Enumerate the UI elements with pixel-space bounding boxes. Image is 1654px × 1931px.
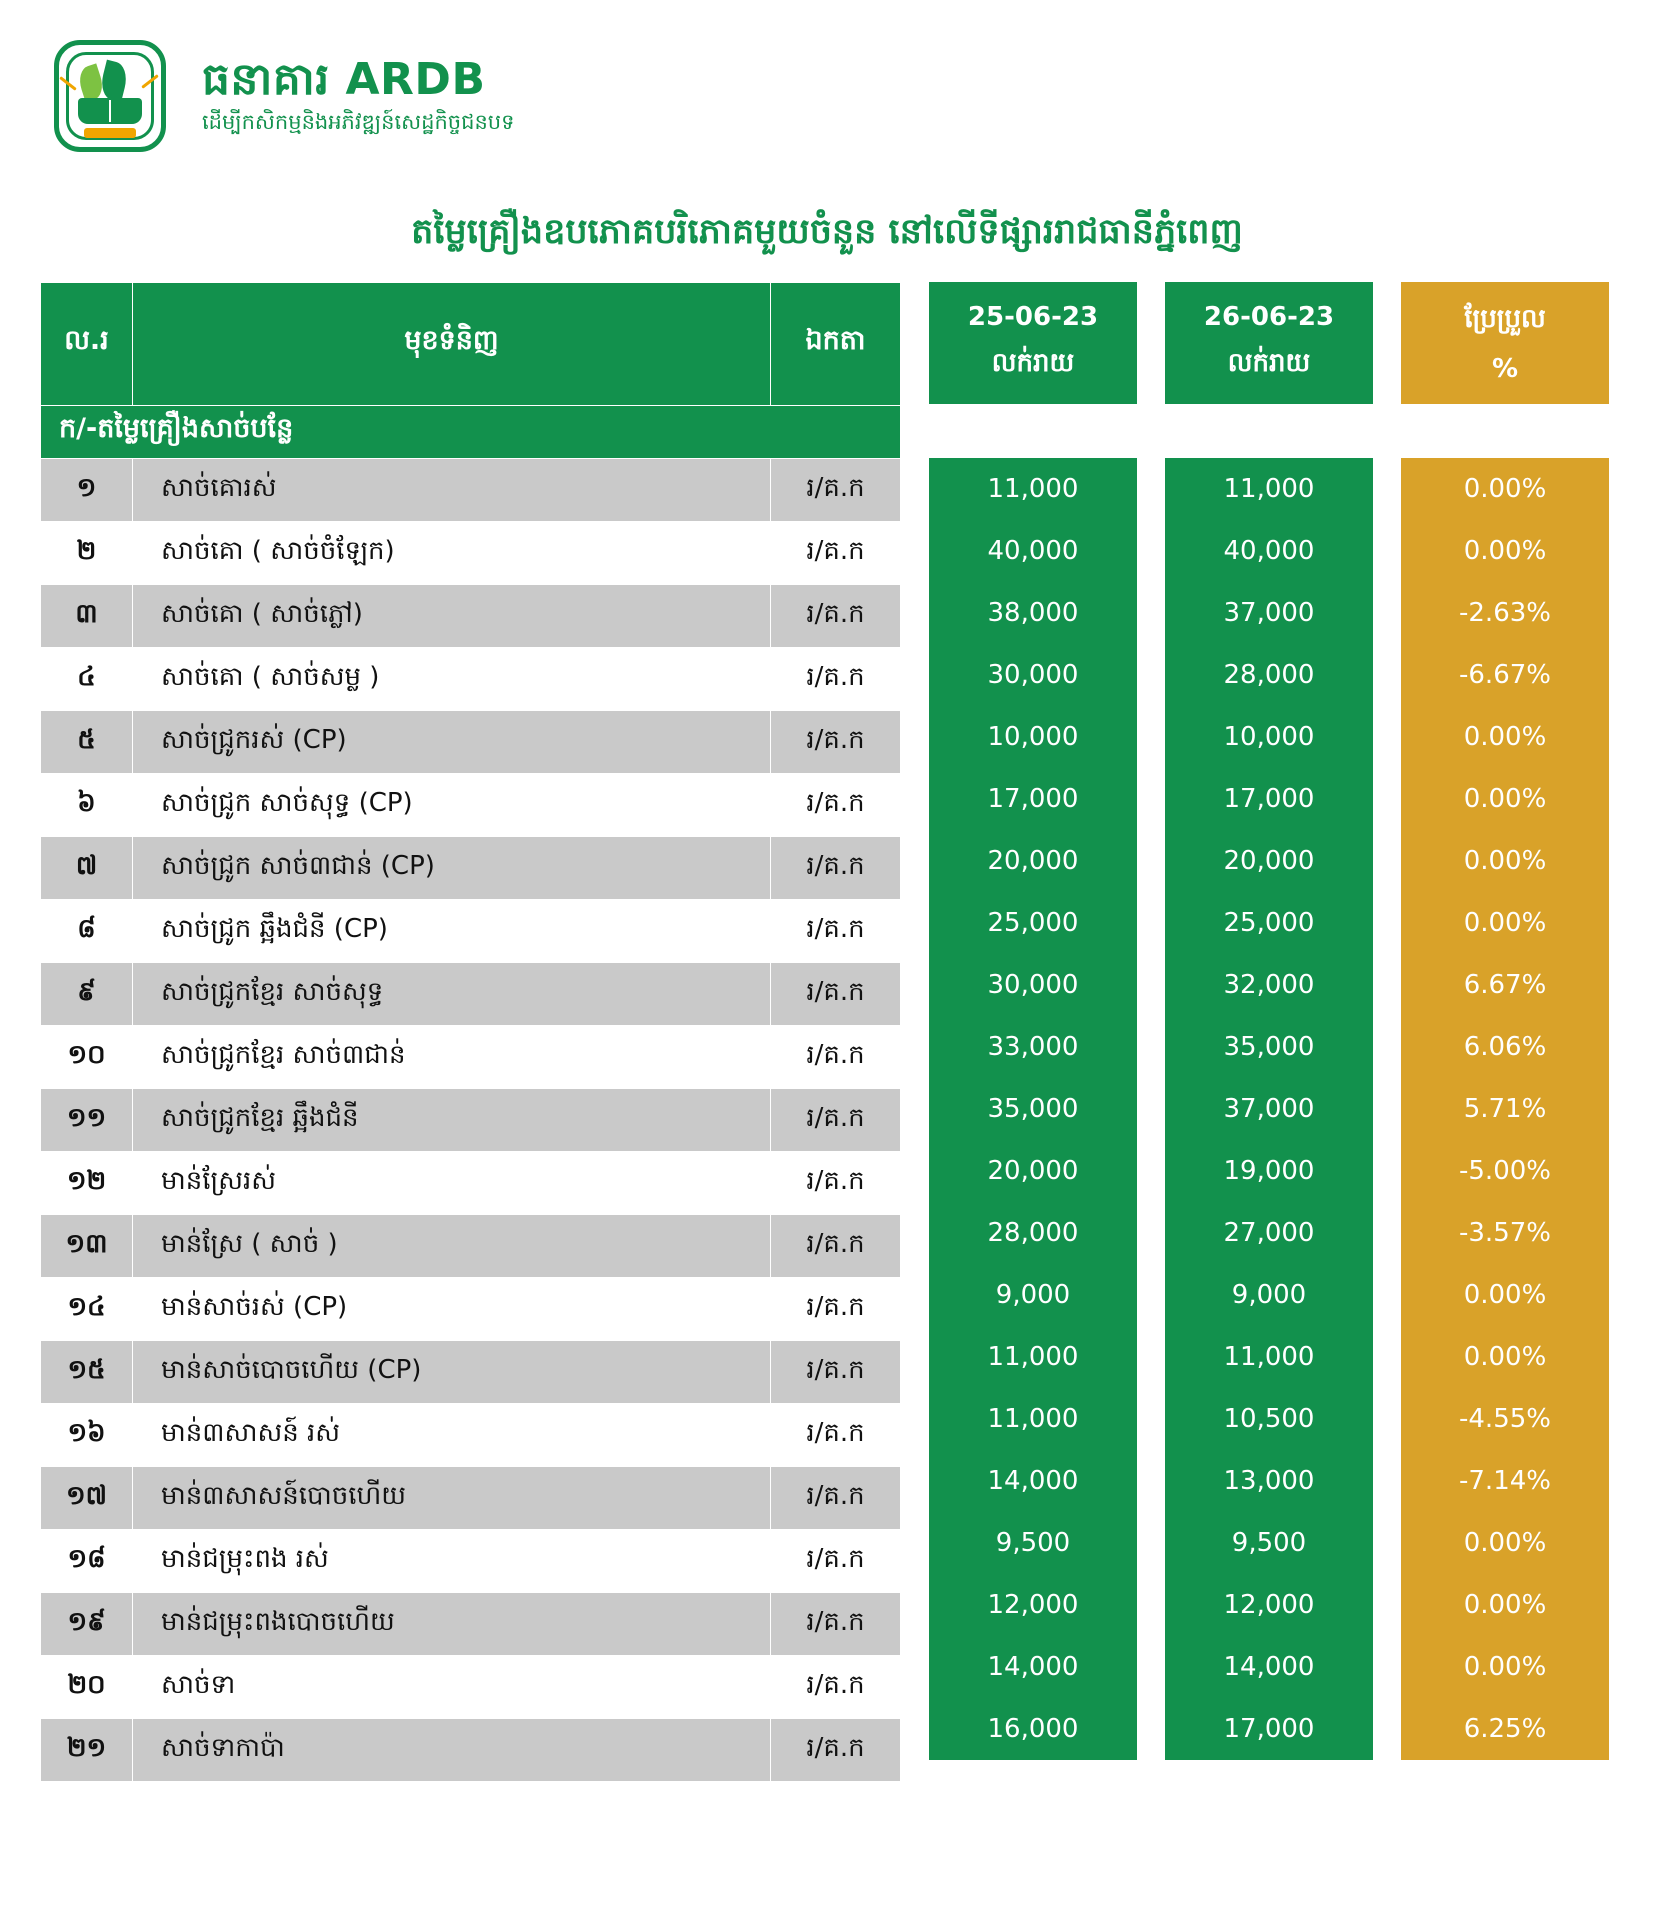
- row-no: ១០: [41, 1025, 133, 1088]
- column-26-06-23: [1165, 282, 1373, 1760]
- row-item: សាច់ជ្រូក សាច់៣ជាន់ (CP): [133, 836, 771, 899]
- row-no: ១៣: [41, 1214, 133, 1277]
- brand-text: [202, 54, 515, 134]
- row-item: សាច់ជ្រូកខ្មែរ សាច់៣ជាន់: [133, 1025, 771, 1088]
- row-unit: រ/គ.ក: [771, 1214, 901, 1277]
- value-cell: 12,000: [987, 1589, 1079, 1620]
- row-item: សាច់ទា: [133, 1655, 771, 1718]
- value-cell: 16,000: [987, 1713, 1079, 1744]
- value-cell: 9,000: [995, 1279, 1071, 1310]
- row-unit: រ/គ.ក: [771, 1151, 901, 1214]
- value-cell: 38,000: [987, 597, 1079, 628]
- row-unit: រ/គ.ក: [771, 521, 901, 584]
- row-item: មាន់ស្រែ ( សាច់ ): [133, 1214, 771, 1277]
- value-cell: 13,000: [1223, 1465, 1315, 1496]
- row-no: ៥: [41, 710, 133, 773]
- value-cell: 28,000: [987, 1217, 1079, 1248]
- row-no: ២: [41, 521, 133, 584]
- row-item: សាច់ទាកាប៉ា: [133, 1718, 771, 1781]
- row-item: សាច់ជ្រូករស់ (CP): [133, 710, 771, 773]
- row-unit: រ/គ.ក: [771, 1529, 901, 1592]
- row-unit: រ/គ.ក: [771, 1025, 901, 1088]
- document-header: [0, 0, 1654, 160]
- table-row: [41, 1151, 901, 1214]
- row-item: សាច់គោ ( សាច់សម្ល ): [133, 647, 771, 710]
- row-unit: រ/គ.ក: [771, 710, 901, 773]
- column-header-change: [1401, 282, 1609, 404]
- value-cell: 12,000: [1223, 1589, 1315, 1620]
- value-cell: 32,000: [1223, 969, 1315, 1000]
- row-unit: រ/គ.ក: [771, 1592, 901, 1655]
- row-item: សាច់ជ្រូកខ្មែរ ឆ្អឹងជំនី: [133, 1088, 771, 1151]
- row-item: មាន់ជម្រុះពងបោចហើយ: [133, 1592, 771, 1655]
- value-cell: 20,000: [1223, 845, 1315, 876]
- value-cell: 37,000: [1223, 1093, 1315, 1124]
- value-cell: 17,000: [987, 783, 1079, 814]
- row-unit: រ/គ.ក: [771, 899, 901, 962]
- value-columns: [929, 282, 1609, 1760]
- row-unit: រ/គ.ក: [771, 584, 901, 647]
- column-subtitle: លក់រាយ: [1227, 347, 1311, 378]
- column-body: [929, 458, 1137, 1760]
- header-unit: ឯកតា: [771, 282, 901, 405]
- table-row: [41, 1655, 901, 1718]
- column-header-25-06-23: [929, 282, 1137, 404]
- item-table: [40, 282, 901, 1782]
- row-no: ១៩: [41, 1592, 133, 1655]
- column-title: ប្រែប្រួល: [1464, 303, 1546, 334]
- row-no: ៧: [41, 836, 133, 899]
- column-change-percent: [1401, 282, 1609, 1760]
- row-no: ១២: [41, 1151, 133, 1214]
- row-unit: រ/គ.ក: [771, 1277, 901, 1340]
- row-no: ២១: [41, 1718, 133, 1781]
- column-25-06-23: [929, 282, 1137, 1760]
- row-no: ១៦: [41, 1403, 133, 1466]
- row-no: ២០: [41, 1655, 133, 1718]
- row-unit: រ/គ.ក: [771, 1088, 901, 1151]
- value-cell: 30,000: [987, 969, 1079, 1000]
- table-row: [41, 1025, 901, 1088]
- value-cell: 11,000: [987, 1403, 1079, 1434]
- value-cell: 20,000: [987, 1155, 1079, 1186]
- row-no: ១: [41, 458, 133, 521]
- value-cell: 30,000: [987, 659, 1079, 690]
- value-cell: 17,000: [1223, 783, 1315, 814]
- table-row: [41, 1718, 901, 1781]
- value-cell: 19,000: [1223, 1155, 1315, 1186]
- value-cell: 11,000: [1223, 473, 1315, 504]
- row-unit: រ/គ.ក: [771, 647, 901, 710]
- row-item: សាច់គោ ( សាច់ចំឡែក): [133, 521, 771, 584]
- value-cell: 10,000: [1223, 721, 1315, 752]
- value-cell: 25,000: [1223, 907, 1315, 938]
- row-unit: រ/គ.ក: [771, 1403, 901, 1466]
- column-gap: [1165, 404, 1373, 458]
- table-row: [41, 1403, 901, 1466]
- row-unit: រ/គ.ក: [771, 1655, 901, 1718]
- header-no: ល.រ: [41, 282, 133, 405]
- table-row: [41, 1214, 901, 1277]
- row-no: ៣: [41, 584, 133, 647]
- value-cell: 37,000: [1223, 597, 1315, 628]
- row-item: សាច់ជ្រូក សាច់សុទ្ធ (CP): [133, 773, 771, 836]
- header-item: មុខទំនិញ: [133, 282, 771, 405]
- table-header-row: [41, 282, 901, 405]
- table-row: [41, 710, 901, 773]
- percent-cell: 0.00%: [1463, 1589, 1547, 1620]
- row-unit: រ/គ.ក: [771, 1718, 901, 1781]
- percent-cell: 0.00%: [1463, 845, 1547, 876]
- percent-cell: 0.00%: [1463, 535, 1547, 566]
- percent-cell: 6.67%: [1463, 969, 1547, 1000]
- value-cell: 11,000: [987, 1341, 1079, 1372]
- table-row: [41, 1529, 901, 1592]
- percent-cell: -4.55%: [1459, 1403, 1551, 1434]
- value-cell: 11,000: [987, 473, 1079, 504]
- ardb-emblem-icon: [40, 32, 180, 160]
- value-cell: 20,000: [987, 845, 1079, 876]
- column-body: [1401, 458, 1609, 1760]
- row-unit: រ/គ.ក: [771, 458, 901, 521]
- percent-cell: -2.63%: [1459, 597, 1551, 628]
- row-item: មាន់ជម្រុះពង រស់: [133, 1529, 771, 1592]
- value-cell: 40,000: [987, 535, 1079, 566]
- table-row: [41, 1277, 901, 1340]
- value-cell: 14,000: [1223, 1651, 1315, 1682]
- table-row: [41, 1088, 901, 1151]
- value-cell: 17,000: [1223, 1713, 1315, 1744]
- percent-cell: 0.00%: [1463, 1279, 1547, 1310]
- row-item: សាច់ជ្រូក ឆ្អឹងជំនី (CP): [133, 899, 771, 962]
- column-gap: [929, 404, 1137, 458]
- table-row: [41, 647, 901, 710]
- percent-cell: 0.00%: [1463, 1651, 1547, 1682]
- table-row: [41, 899, 901, 962]
- column-header-26-06-23: [1165, 282, 1373, 404]
- table-row: [41, 773, 901, 836]
- column-body: [1165, 458, 1373, 1760]
- table-row: [41, 962, 901, 1025]
- column-date: 25-06-23: [967, 301, 1099, 332]
- percent-cell: -3.57%: [1459, 1217, 1551, 1248]
- row-item: សាច់គោរស់: [133, 458, 771, 521]
- table-row: [41, 1340, 901, 1403]
- row-item: មាន់ស្រែរស់: [133, 1151, 771, 1214]
- column-gap: [1401, 404, 1609, 458]
- row-no: ៦: [41, 773, 133, 836]
- column-date: 26-06-23: [1203, 301, 1335, 332]
- row-unit: រ/គ.ក: [771, 962, 901, 1025]
- row-unit: រ/គ.ក: [771, 773, 901, 836]
- value-cell: 25,000: [987, 907, 1079, 938]
- percent-cell: 0.00%: [1463, 1341, 1547, 1372]
- row-no: ១៤: [41, 1277, 133, 1340]
- table-row: [41, 1466, 901, 1529]
- value-cell: 35,000: [1223, 1031, 1315, 1062]
- row-no: ៤: [41, 647, 133, 710]
- percent-cell: 0.00%: [1463, 907, 1547, 938]
- row-no: ១៥: [41, 1340, 133, 1403]
- row-no: ១១: [41, 1088, 133, 1151]
- price-table: [0, 282, 1654, 1782]
- row-item: សាច់ជ្រូកខ្មែរ សាច់សុទ្ធ: [133, 962, 771, 1025]
- page-title: តម្លៃគ្រឿងឧបភោគបរិភោគមួយចំនួន នៅលើទីផ្សាររាជធានីភ្នំពេញ: [411, 212, 1243, 252]
- value-cell: 40,000: [1223, 535, 1315, 566]
- value-cell: 9,000: [1231, 1279, 1307, 1310]
- row-unit: រ/គ.ក: [771, 1340, 901, 1403]
- percent-cell: 6.06%: [1463, 1031, 1547, 1062]
- section-label: ក/-តម្លៃគ្រឿងសាច់បន្លែ: [41, 405, 901, 458]
- percent-cell: -5.00%: [1459, 1155, 1551, 1186]
- row-no: ១៧: [41, 1466, 133, 1529]
- value-cell: 9,500: [1231, 1527, 1307, 1558]
- percent-cell: 0.00%: [1463, 1527, 1547, 1558]
- row-item: មាន់សាច់រស់ (CP): [133, 1277, 771, 1340]
- value-cell: 10,000: [987, 721, 1079, 752]
- percent-cell: -7.14%: [1459, 1465, 1551, 1496]
- row-item: សាច់គោ ( សាច់ភ្លៅ): [133, 584, 771, 647]
- row-unit: រ/គ.ក: [771, 836, 901, 899]
- value-cell: 11,000: [1223, 1341, 1315, 1372]
- value-cell: 28,000: [1223, 659, 1315, 690]
- value-cell: 14,000: [987, 1465, 1079, 1496]
- row-item: មាន់សាច់បោចហើយ (CP): [133, 1340, 771, 1403]
- percent-cell: 5.71%: [1463, 1093, 1547, 1124]
- value-cell: 33,000: [987, 1031, 1079, 1062]
- brand-name: ធនាគារ ARDB: [202, 54, 486, 106]
- row-item: មាន់៣សាសន៍ រស់: [133, 1403, 771, 1466]
- table-row: [41, 584, 901, 647]
- row-no: ១៨: [41, 1529, 133, 1592]
- value-cell: 9,500: [995, 1527, 1071, 1558]
- column-subtitle: លក់រាយ: [991, 347, 1075, 378]
- percent-cell: 0.00%: [1463, 473, 1547, 504]
- value-cell: 27,000: [1223, 1217, 1315, 1248]
- brand-subtitle: ដើម្បីកសិកម្មនិងអភិវឌ្ឍន៍សេដ្ឋកិច្ចជនបទ: [202, 109, 515, 134]
- value-cell: 14,000: [987, 1651, 1079, 1682]
- section-row: [41, 405, 901, 458]
- value-cell: 35,000: [987, 1093, 1079, 1124]
- row-item: មាន់៣សាសន៍បោចហើយ: [133, 1466, 771, 1529]
- table-row: [41, 521, 901, 584]
- percent-cell: 0.00%: [1463, 783, 1547, 814]
- row-no: ៨: [41, 899, 133, 962]
- value-cell: 10,500: [1223, 1403, 1315, 1434]
- column-subtitle: %: [1491, 353, 1519, 384]
- percent-cell: 0.00%: [1463, 721, 1547, 752]
- table-row: [41, 836, 901, 899]
- percent-cell: -6.67%: [1459, 659, 1551, 690]
- table-row: [41, 458, 901, 521]
- percent-cell: 6.25%: [1463, 1713, 1547, 1744]
- row-no: ៩: [41, 962, 133, 1025]
- row-unit: រ/គ.ក: [771, 1466, 901, 1529]
- table-row: [41, 1592, 901, 1655]
